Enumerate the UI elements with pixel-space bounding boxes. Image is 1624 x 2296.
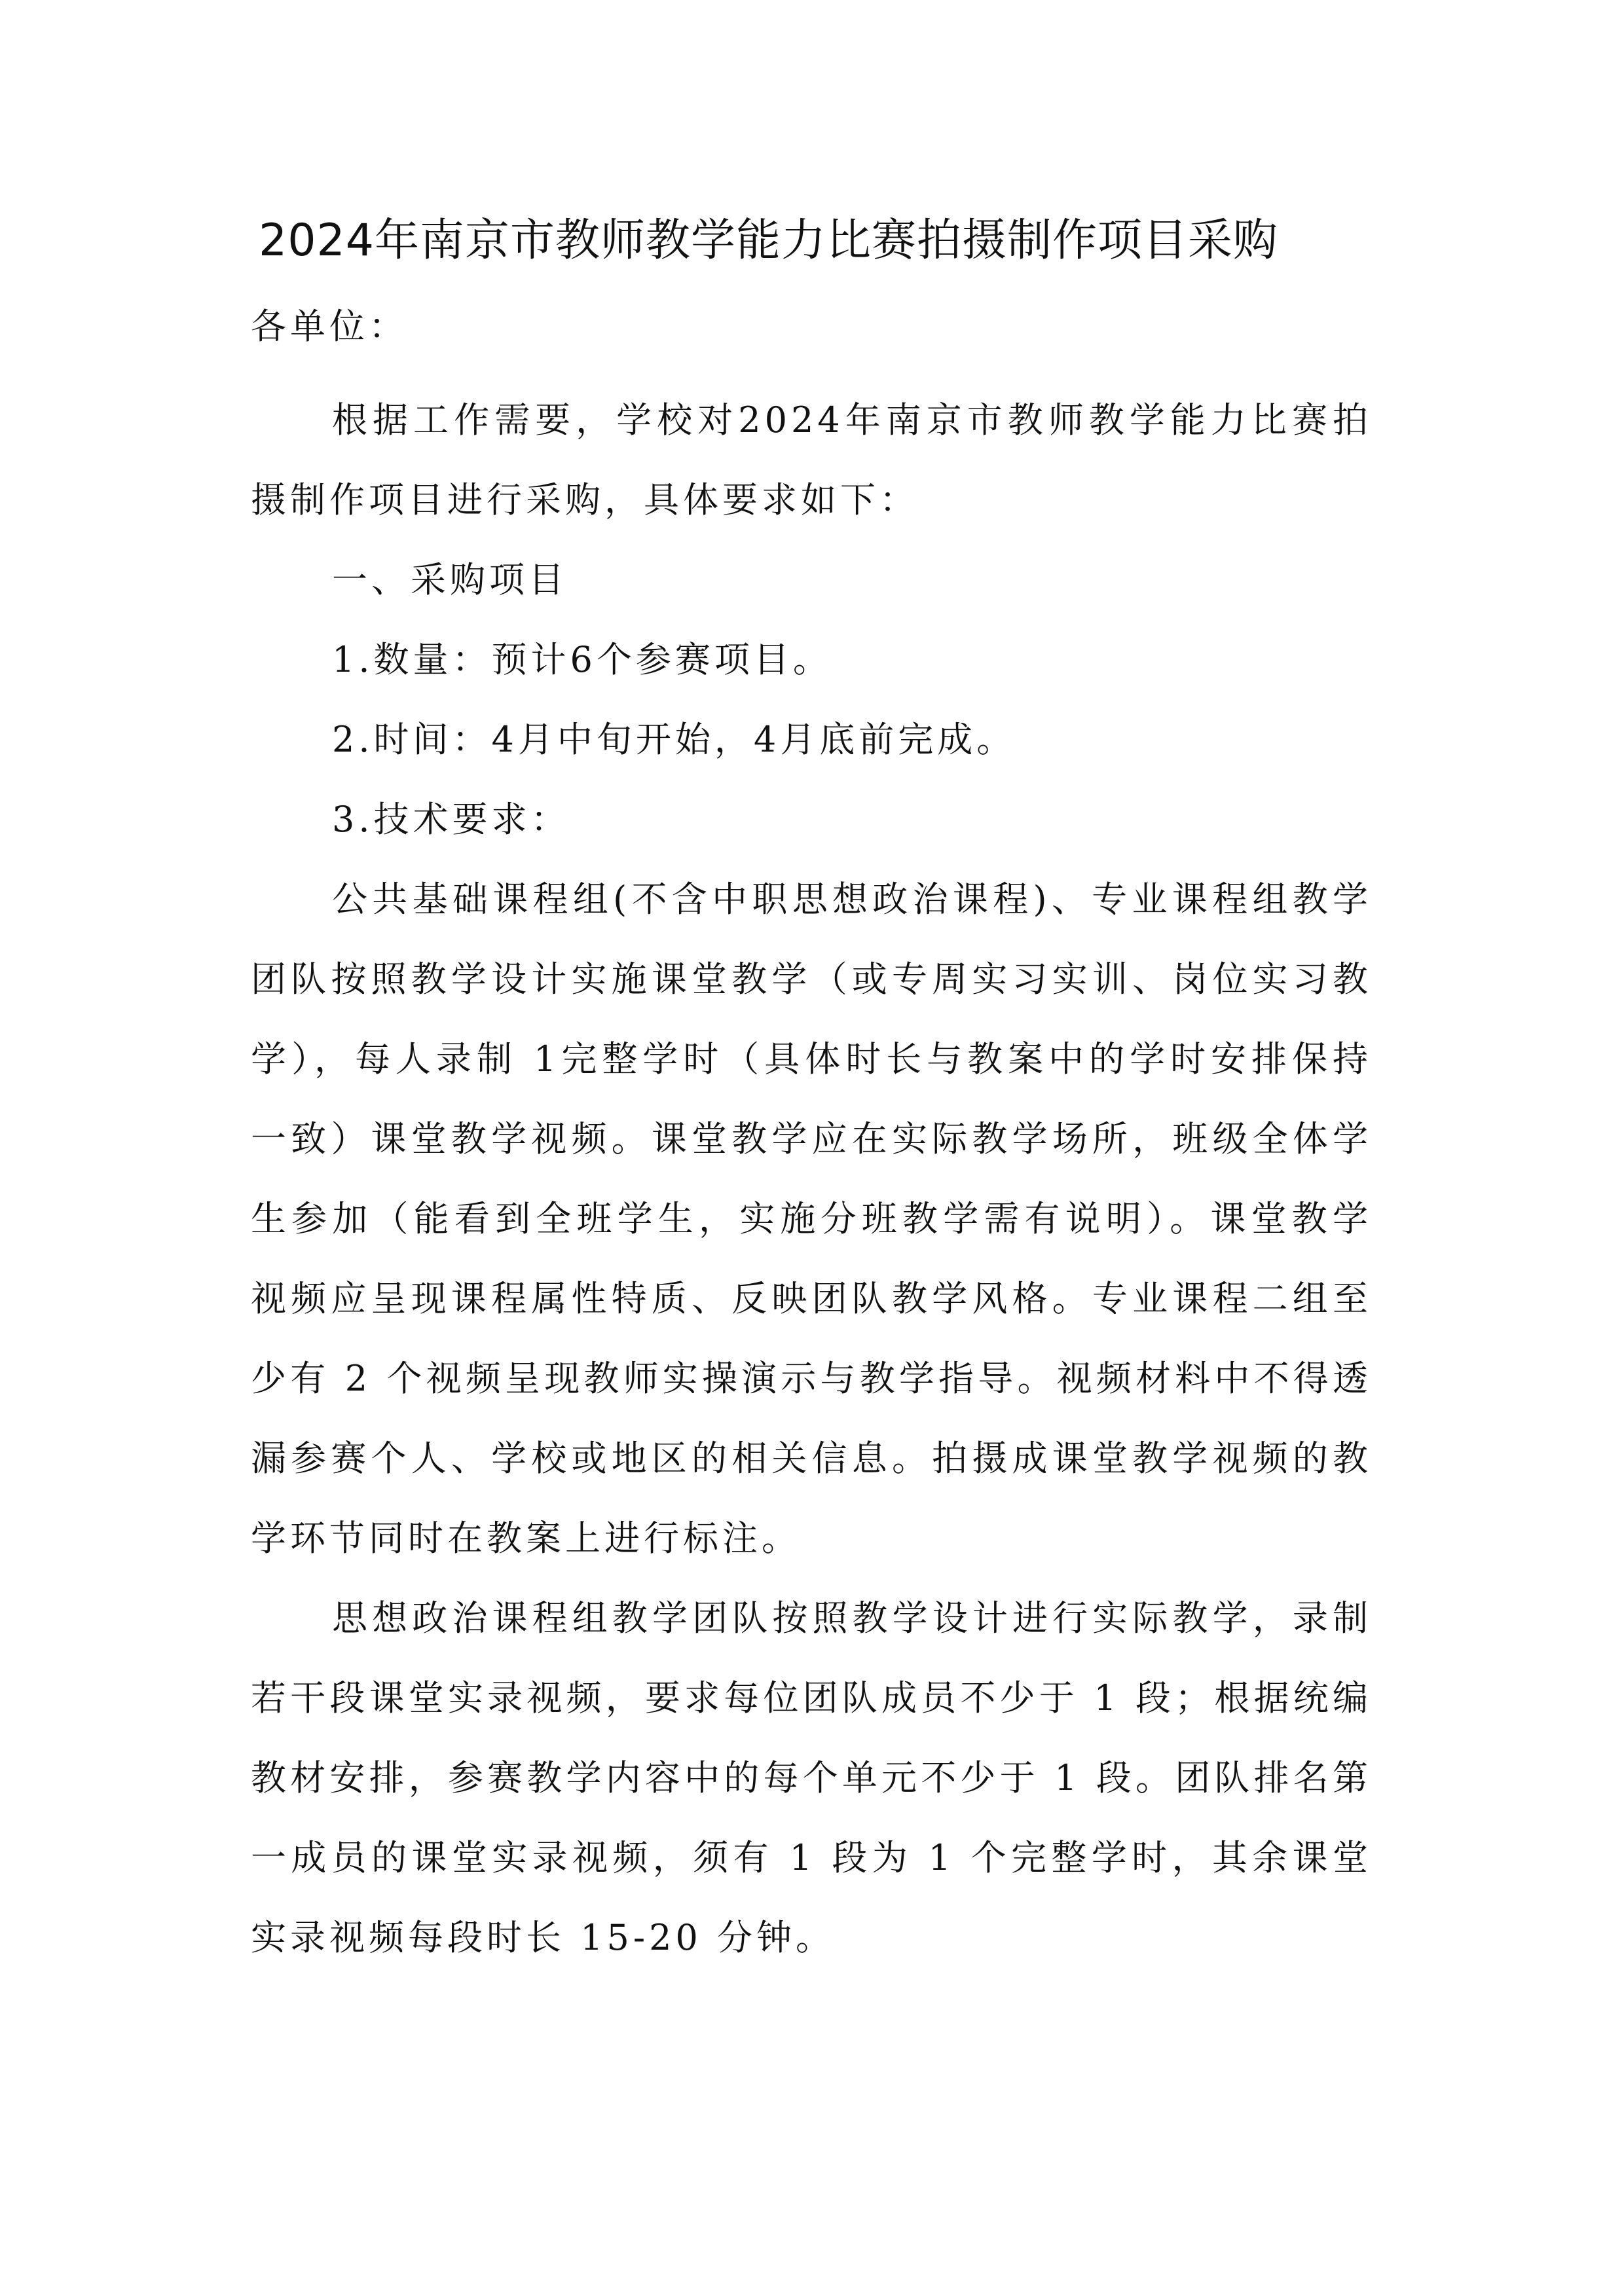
section-heading: 一、采购项目: [332, 559, 568, 600]
intro-paragraph: 根据工作需要，学校对2024年南京市教师教学能力比赛拍摄制作项目进行采购，具体要求如下：: [251, 399, 1372, 520]
item-time: 2.时间：4月中旬开始，4月底前完成。: [332, 719, 1016, 760]
salutation: 各单位：: [251, 306, 408, 347]
requirements-paragraph-public-courses: 公共基础课程组(不含中职思想政治课程)、专业课程组教学团队按照教学设计实施课堂教学（或专周实习实训、岗位实习教学），每人录制 1完整学时（具体时长与教案中的学时安排保持一致）课堂教学视频。课堂教学应在实际教学场所，班级全体学生参加（能看到全班学生，实施分班教学需有说明）。课堂教学视频应呈现课程属性特质、反映团队教学风格。专业课程二组至少有 2 个视频呈现教师实操演示与教学指导。视频材料中不得透漏参赛个人、学校或地区的相关信息。拍摄成课堂教学视频的教学环节同时在教案上进行标注。: [251, 879, 1372, 1559]
document-title: 2024年南京市教师教学能力比赛拍摄制作项目采购: [259, 215, 1279, 266]
requirements-paragraph-political-courses: 思想政治课程组教学团队按照教学设计进行实际教学，录制若干段课堂实录视频，要求每位团队成员不少于 1 段；根据统编教材安排，参赛教学内容中的每个单元不少于 1 段。团队排名第一成员的课堂实录视频，须有 1 段为 1 个完整学时，其余课堂实录视频每段时长 15-20 分钟。: [251, 1597, 1372, 1958]
item-quantity: 1.数量：预计6个参赛项目。: [332, 639, 832, 680]
document-body: [251, 291, 1372, 1978]
item-technical-requirements: 3.技术要求：: [332, 799, 570, 840]
